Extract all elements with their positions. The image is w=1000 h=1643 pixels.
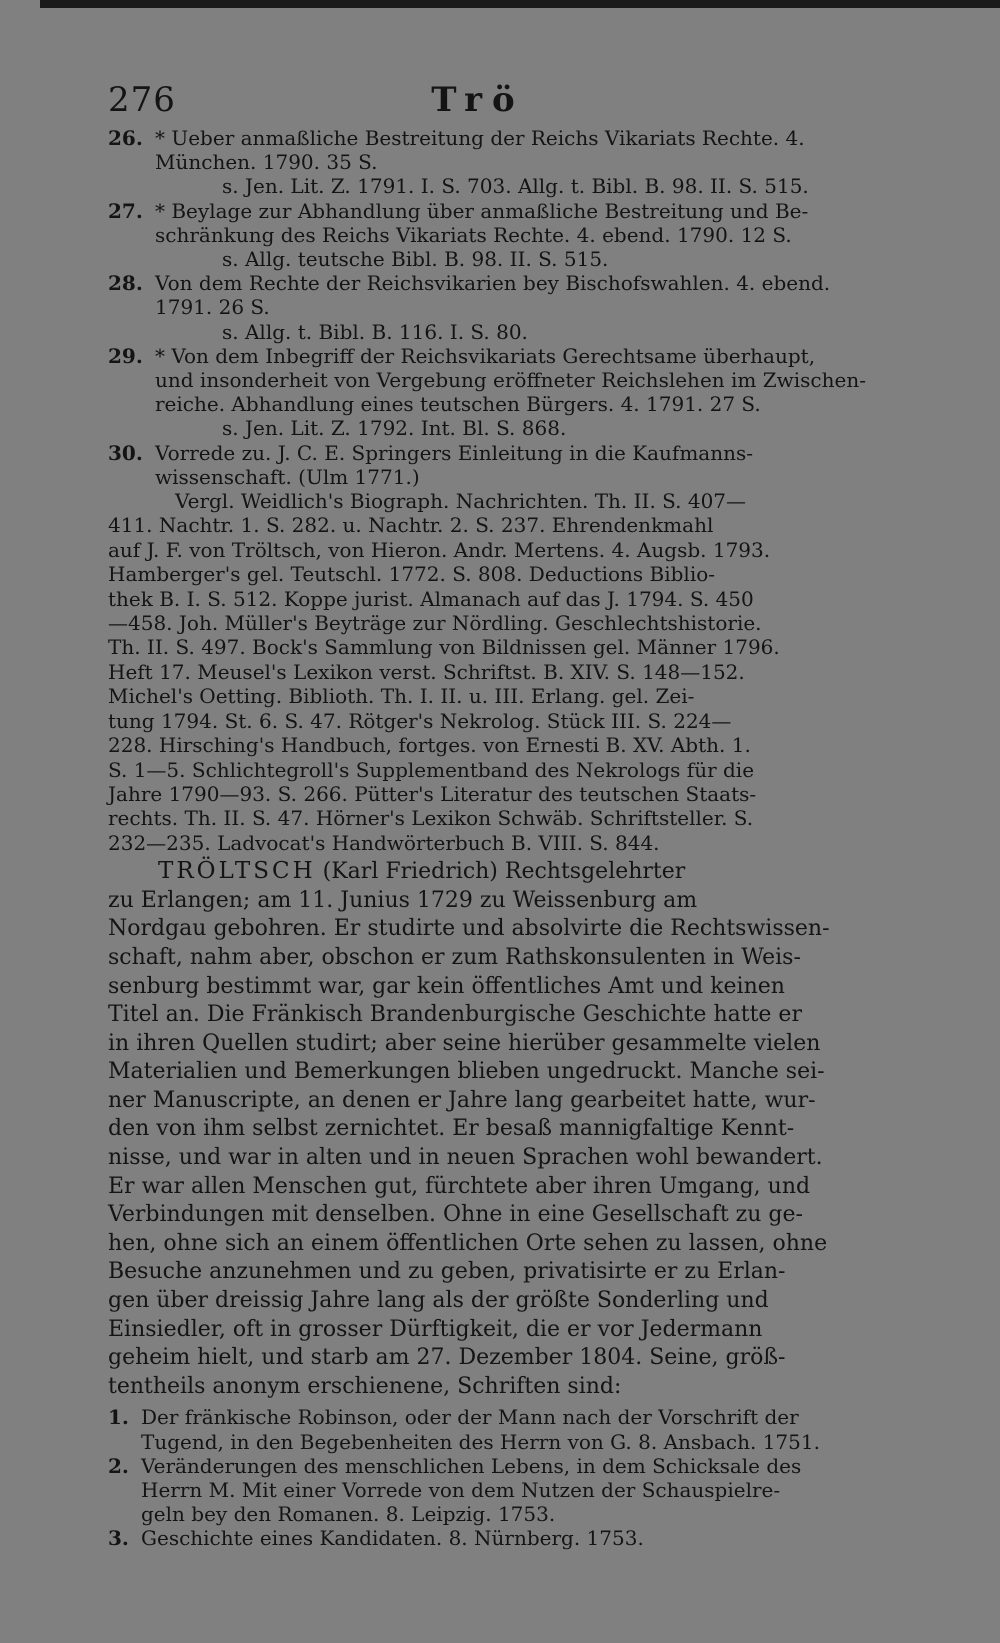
biography-line: Besuche anzunehmen und zu geben, privatisirte er zu Erlan- [108,1259,786,1285]
list-item [108,1405,888,1453]
work-line: Geschichte eines Kandidaten. 8. Nürnberg. 1753. [141,1526,644,1551]
entry-line: schränkung des Reichs Vikariats Rechte. 4. ebend. 1790. 12 S. [155,222,792,247]
work-number: 1. [108,1405,129,1430]
entry-line: Von dem Rechte der Reichsvikarien bey Bischofswahlen. 4. ebend. [155,271,831,296]
entry-number: 30. [108,440,143,465]
works-list [108,1405,888,1550]
work-line: Herrn M. Mit einer Vorrede von dem Nutzen der Schauspielre- [141,1478,781,1503]
entry-line: und insonderheit von Vergebung eröffneter Reichslehen im Zwischen- [155,368,866,393]
page-number: 276 [108,80,176,120]
biography-line: Er war allen Menschen gut, fürchtete aber ihren Umgang, und [108,1173,811,1199]
biography-line: gen über dreissig Jahre lang als der größte Sonderling und [108,1288,769,1314]
source-line: Vergl. Weidlich's Biograph. Nachrichten. Th. II. S. 407— [175,489,747,514]
work-line: Der fränkische Robinson, oder der Mann nach der Vorschrift der [141,1405,799,1430]
list-item [108,344,888,441]
source-line: Heft 17. Meusel's Lexikon verst. Schriftst. B. XIV. S. 148—152. [108,659,745,684]
top-border [40,0,1000,8]
source-line: 232—235. Ladvocat's Handwörterbuch B. VIII. S. 844. [108,830,660,855]
source-line: thek B. I. S. 512. Koppe jurist. Almanach auf das J. 1794. S. 450 [108,586,754,611]
biography-line: Materialien und Bemerkungen blieben ungedruckt. Manche sei- [108,1059,825,1085]
entry-reference: s. Jen. Lit. Z. 1791. I. S. 703. Allg. t. Bibl. B. 98. II. S. 515. [222,174,809,199]
source-line: Th. II. S. 497. Bock's Sammlung von Bildnissen gel. Männer 1796. [108,635,780,660]
running-head: Trö [431,80,525,120]
biography-line: schaft, nahm aber, obschon er zum Rathskonsulenten in Weis- [108,944,801,970]
source-line: S. 1—5. Schlichtegroll's Supplementband des Nekrologs für die [108,757,755,782]
entry-line: München. 1790. 35 S. [155,150,378,175]
page-header [108,78,888,126]
list-item [108,271,888,344]
list-item [108,126,888,199]
source-line: —458. Joh. Müller's Beyträge zur Nördling. Geschlechtshistorie. [108,611,762,636]
source-line: 411. Nachtr. 1. S. 282. u. Nachtr. 2. S. 237. Ehrendenkmahl [108,513,714,538]
source-line: auf J. F. von Tröltsch, von Hieron. Andr. Mertens. 4. Augsb. 1793. [108,537,771,562]
biography-line: Einsiedler, oft in grosser Dürftigkeit, die er vor Jedermann [108,1316,763,1342]
work-number: 3. [108,1526,129,1551]
biography-line: ner Manuscripte, an denen er Jahre lang gearbeitet hatte, wur- [108,1087,816,1113]
work-line: geln bey den Romanen. 8. Leipzig. 1753. [141,1502,556,1527]
entry-line: wissenschaft. (Ulm 1771.) [155,464,420,489]
source-line: Hamberger's gel. Teutschl. 1772. S. 808. Deductions Biblio- [108,562,716,587]
sources-paragraph [108,489,888,855]
entry-list [108,126,888,489]
biography-line: Titel an. Die Fränkisch Brandenburgische Geschichte hatte er [108,1002,802,1028]
work-number: 2. [108,1453,129,1478]
list-item [108,441,888,489]
biography-line: (Karl Friedrich) Rechtsgelehrter [315,859,686,885]
entry-reference: s. Jen. Lit. Z. 1792. Int. Bl. S. 868. [222,416,567,441]
source-line: tung 1794. St. 6. S. 47. Rötger's Nekrolog. Stück III. S. 224— [108,708,732,733]
biography-line: den von ihm selbst zernichtet. Er besaß mannigfaltige Kennt- [108,1116,795,1142]
entry-line: reiche. Abhandlung eines teutschen Bürgers. 4. 1791. 27 S. [155,392,761,417]
entry-reference: s. Allg. teutsche Bibl. B. 98. II. S. 515. [222,247,609,272]
entry-line: 1791. 26 S. [155,295,270,320]
entry-line: * Beylage zur Abhandlung über anmaßliche Bestreitung und Be- [155,198,809,223]
list-item [108,199,888,272]
source-line: rechts. Th. II. S. 47. Hörner's Lexikon Schwäb. Schriftsteller. S. [108,806,754,831]
biography-paragraph [108,857,888,1401]
entry-line: * Ueber anmaßliche Bestreitung der Reichs Vikariats Rechte. 4. [155,126,805,150]
biography-line: nisse, und war in alten und in neuen Sprachen wohl bewandert. [108,1145,823,1171]
work-line: Veränderungen des menschlichen Lebens, in dem Schicksale des [141,1453,802,1478]
list-item [108,1526,888,1550]
entry-line: Vorrede zu. J. C. E. Springers Einleitung in die Kaufmanns- [155,440,754,465]
work-line: Tugend, in den Begebenheiten des Herrn von G. 8. Ansbach. 1751. [141,1429,820,1454]
entry-reference: s. Allg. t. Bibl. B. 116. I. S. 80. [222,319,528,344]
source-line: Michel's Oetting. Biblioth. Th. I. II. u. III. Erlang. gel. Zei- [108,684,695,709]
list-item [108,1454,888,1527]
biography-line: in ihren Quellen studirt; aber seine hierüber gesammelte vielen [108,1030,821,1056]
biography-line: Verbindungen mit denselben. Ohne in eine Gesellschaft zu ge- [108,1202,803,1228]
entry-number: 29. [108,343,143,368]
source-line: 228. Hirsching's Handbuch, fortges. von Ernesti B. XV. Abth. 1. [108,733,751,758]
entry-line: * Von dem Inbegriff der Reichsvikariats Gerechtsame überhaupt, [155,343,816,368]
biography-name: TRÖLTSCH [158,858,316,885]
entry-number: 27. [108,198,143,223]
book-page [108,78,888,1551]
biography-line: zu Erlangen; am 11. Junius 1729 zu Weissenburg am [108,887,698,913]
biography-line: tentheils anonym erschienene, Schriften sind: [108,1373,622,1399]
biography-line: senburg bestimmt war, gar kein öffentliches Amt und keinen [108,973,785,999]
entry-number: 26. [108,126,143,150]
source-line: Jahre 1790—93. S. 266. Pütter's Literatur des teutschen Staats- [108,781,757,806]
biography-line: hen, ohne sich an einem öffentlichen Orte sehen zu lassen, ohne [108,1230,828,1256]
entry-number: 28. [108,271,143,296]
biography-line: Nordgau gebohren. Er studirte und absolvirte die Rechtswissen- [108,916,830,942]
biography-line: geheim hielt, und starb am 27. Dezember 1804. Seine, größ- [108,1345,786,1371]
